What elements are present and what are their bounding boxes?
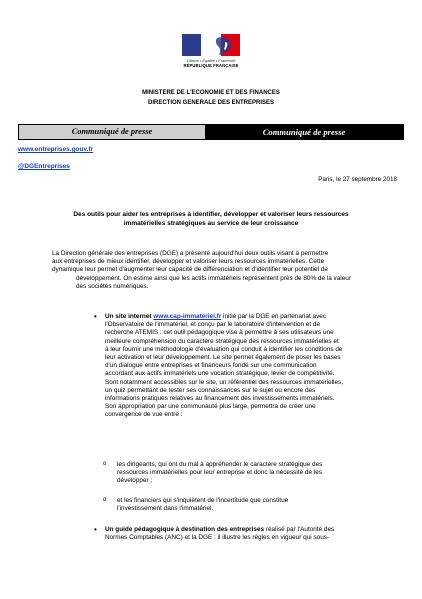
release-title [30,210,392,228]
bullet-icon: • [94,312,97,321]
item-website-line: d'un dialogue entre entreprises et financeurs fondé sur une communication [105,362,317,370]
sub-bullet-icon: o [103,497,107,503]
ministry-name: MINISTERE DE L'ECONOMIE ET DES FINANCES [142,90,280,96]
bullet-icon: • [94,525,97,534]
sub-item-leaders [117,461,389,486]
item-website-lead [105,313,390,321]
item-website-line: l'Observatoire de l'immatériel, et conçu par le laboratoire d'intervention et de [105,321,321,329]
intro-line: des sociétés numériques. [76,282,149,290]
intro-line: développement. On estime ainsi que les actifs immatériels représentent près de 80% de la valeur [76,274,351,282]
item-website-line: accordant aux actifs immatériels une vocation stratégique, levier de compétitivité. [105,370,335,378]
title-line-2: immatérielles stratégiques au service de leur croissance [123,220,299,227]
sub-item-line: les dirigeants, qui ont du mal à appréhender le caractère stratégique des [117,461,323,468]
item-website-line: un quiz permettant de tester ses connaissances sur le sujet ou encore des [105,386,316,394]
title-line-1: Des outils pour aider les entreprises à identifier, développer et valoriser leurs ressources [73,211,349,218]
intro-paragraph [52,250,392,291]
republic-name: RÉPUBLIQUE FRANÇAISE [183,63,239,68]
twitter-link[interactable]: @DGEntreprises [18,163,70,170]
item-guide-lead-bold: Un guide pédagogique à destination des entreprises [105,526,265,533]
intro-line: La Direction générale des entreprises (DGE) a présenté aujourd'hui deux outils visant à permettre [52,250,329,257]
press-release-banner [18,124,404,140]
item-guide-line: Normes Comptables (ANC) et la DGE : il illustre les règles en vigueur qui sous- [105,534,330,542]
item-website-lead-rest: initié par la DGE en partenariat avec [221,313,327,320]
directorate-name: DIRECTION GENERALE DES ENTREPRISES [147,100,275,106]
cap-immateriel-link[interactable]: www.cap-immateriel.fr [153,313,222,320]
item-website-line: convergence de vue entre : [105,411,183,419]
sub-item-line: et les financiers qui s'inquiètent de l'incertitude que constitue [117,497,289,504]
marianne-logo [182,34,240,74]
tricolor-flag [182,34,240,56]
banner-right-label: Communiqué de presse [205,125,403,139]
item-website-line: informations pratiques relatives au financement des investissements immatériels. [105,395,335,403]
item-guide [105,526,390,542]
item-website-line: à leur fournir une méthodologie d'évaluation qui conduit à identifier les conditions de [105,345,343,353]
item-website-line: recherche ATEMIS : cet outil pédagogique vise à permettre à ses utilisateurs une [105,329,334,337]
sub-item-line: l'investissement dans l'immatériel. [117,505,214,513]
release-date: Paris, le 27 septembre 2018 [318,176,397,183]
item-website-line: Sont notamment accessibles sur le site, un référentiel des ressources immatérielles, [105,378,343,386]
sub-item-line: développer ; [117,477,153,485]
item-guide-lead-rest: réalisé par l'Autorité des [264,526,335,533]
item-website-line: meilleure compréhension du caractère stratégique des ressources immatérielles et [105,337,339,345]
item-website-line: Son appropriation par une communauté plus large, permettra de créer une [105,403,316,411]
item-website-lead-bold: Un site internet [105,313,154,320]
item-guide-lead [105,526,390,534]
banner-left-label: Communiqué de presse [19,125,205,139]
intro-line: dynamique leur permet d'augmenter leur capacité de différenciation et d'identifier leur potentiel de [52,266,328,274]
sub-bullet-icon: o [103,461,107,467]
website-link[interactable]: www.entreprises.gouv.fr [18,146,94,153]
item-website-line: leur activation et leur développement. Le site permet également de poser les bases [105,354,341,362]
sub-item-line: ressources immatérielles pour leur entreprise et donc la nécessité de les [117,469,322,477]
sub-item-financiers [117,497,389,513]
item-website [105,313,390,420]
intro-line: aux entreprises de mieux identifier, développer et valoriser leurs ressources immatérielles. Cette [52,258,325,266]
marianne-icon [213,36,235,56]
republic-motto: Liberté • Égalité • Fraternité [186,58,236,63]
